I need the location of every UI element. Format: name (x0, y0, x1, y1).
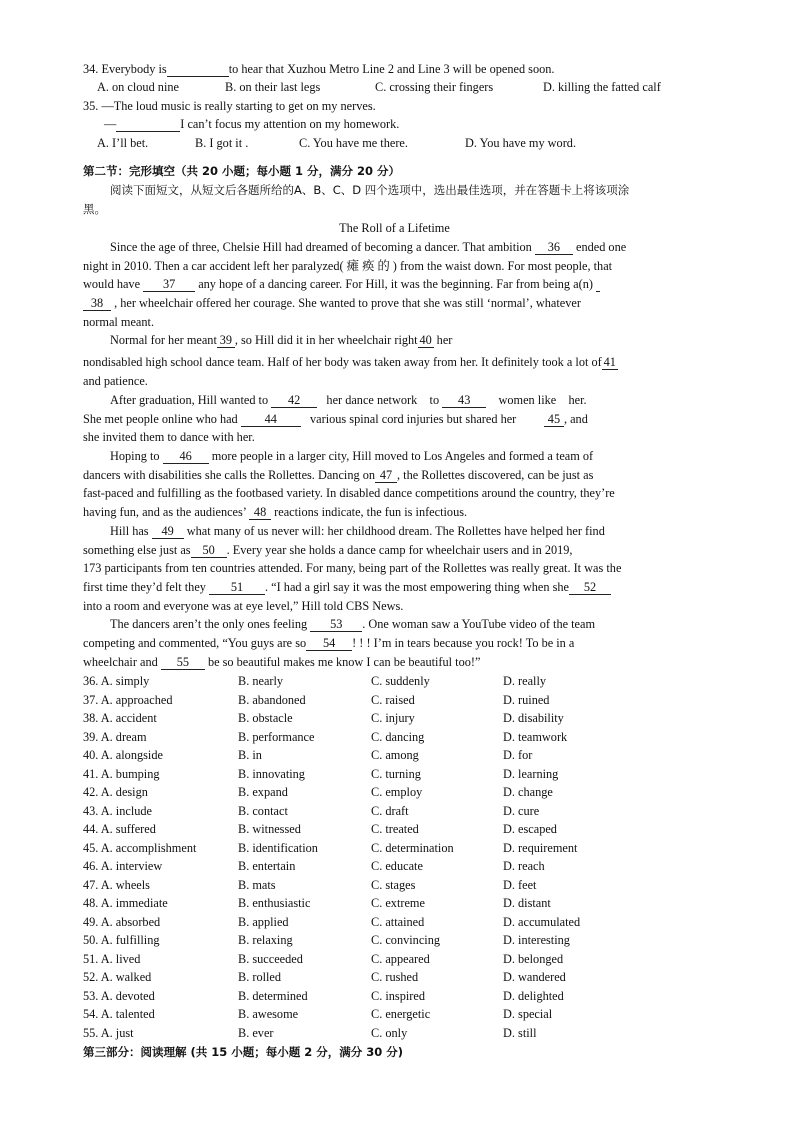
blank-39: 39 (217, 334, 235, 348)
p5-line4 (83, 580, 611, 595)
question-35-reply (104, 117, 399, 132)
p2-line1 (110, 333, 452, 348)
q35-blank (116, 118, 180, 132)
blank-38: 38 (83, 297, 111, 311)
p4-text: dancers with disabilities she calls the Rollettes. Dancing on (83, 468, 375, 482)
choice-option-d: D. cure (503, 803, 540, 818)
blank-55: 55 (161, 656, 205, 670)
p4-text: more people in a larger city, Hill moved to Los Angeles and formed a team of (211, 449, 594, 463)
choice-option-a: 42. A. design (83, 785, 148, 799)
choice-option-a: 43. A. include (83, 803, 152, 818)
choice-option-d: D. change (503, 785, 553, 799)
q34-option-a: A. on cloud nine (97, 80, 179, 94)
choice-option-c: C. extreme (371, 896, 425, 910)
choice-option-d: D. disability (503, 711, 564, 725)
choice-option-c: C. inspired (371, 988, 425, 1003)
q34-option-b: B. on their last legs (225, 80, 321, 94)
p1-text: , her wheelchair offered her courage. She wanted to prove that she was still ‘normal’, whatever (114, 296, 581, 310)
choice-option-a: 49. A. absorbed (83, 914, 161, 929)
p2-text: Normal for her meant (110, 333, 217, 347)
choice-option-d: D. interesting (503, 933, 570, 947)
p1-line3 (83, 277, 600, 292)
q34-stem-start: 34. Everybody is (83, 62, 167, 76)
choice-option-b: B. expand (238, 785, 288, 799)
choice-option-b: B. nearly (238, 674, 284, 688)
section-2-title: 第二节：完形填空（共 20 小题；每小题 1 分，满分 20 分） (83, 164, 401, 178)
choice-option-a: 55. A. just (83, 1025, 134, 1040)
blank-46: 46 (163, 450, 209, 464)
choice-option-d: D. ruined (503, 692, 550, 707)
p1-text: ended one (575, 240, 627, 254)
choice-option-c: C. treated (371, 822, 419, 836)
p4-text: , the Rollettes discovered, can be just as (397, 468, 594, 482)
p5-text: . Every year she holds a dance camp for wheelchair users and in 2019, (226, 543, 573, 557)
blank-52: 52 (569, 581, 611, 595)
choice-option-d: D. accumulated (503, 914, 581, 929)
blank-42: 42 (271, 394, 317, 408)
p4-text: Hoping to (110, 449, 160, 463)
q34-blank (167, 63, 229, 77)
choice-option-c: C. convincing (371, 933, 440, 947)
choice-option-d: D. feet (503, 877, 537, 892)
p6-text: be so beautiful makes me know I can be beautiful too!” (207, 655, 481, 669)
choice-option-c: C. raised (371, 692, 415, 707)
choice-option-d: D. delighted (503, 988, 564, 1003)
p4-line4 (83, 505, 467, 520)
p2-text: nondisabled high school dance team. Half of her body was taken away from her. It definitely took a lot of (83, 355, 602, 369)
choice-option-c: C. employ (371, 785, 423, 799)
p4-line2 (83, 468, 593, 483)
choice-option-d: D. distant (503, 896, 551, 910)
p6-line2 (83, 636, 574, 651)
blank-36: 36 (535, 241, 573, 255)
q34-option-d: D. killing the fatted calf (543, 80, 661, 94)
choice-option-c: C. only (371, 1025, 408, 1040)
p3-text: women like (498, 393, 557, 407)
choice-option-a: 48. A. immediate (83, 896, 168, 910)
p5-line1 (110, 524, 605, 539)
p6-text: competing and commented, “You guys are so (83, 636, 307, 650)
p5-text: something else just as (83, 543, 191, 557)
choice-option-b: B. identification (238, 840, 318, 855)
p5-text: . “I had a girl say it was the most empowering thing when she (265, 580, 569, 594)
choice-option-a: 50. A. fulfilling (83, 933, 160, 947)
choice-option-a: 36. A. simply (83, 674, 150, 688)
choice-option-c: C. appeared (371, 951, 430, 966)
choice-option-a: 52. A. walked (83, 970, 152, 984)
choice-option-b: B. witnessed (238, 822, 301, 836)
question-35-stem: 35. —The loud music is really starting to get on my nerves. (83, 99, 376, 113)
p2-text: her (436, 333, 453, 347)
p2-text: , so Hill did it in her wheelchair right (234, 333, 418, 347)
blank-41: 41 (603, 355, 616, 369)
choice-option-a: 44. A. suffered (83, 822, 156, 836)
p6-text: . One woman saw a YouTube video of the team (362, 617, 596, 631)
p3-text: to (429, 393, 440, 407)
blank-47: 47 (375, 469, 397, 483)
choice-option-c: C. energetic (371, 1007, 431, 1021)
p5-line5: into a room and everyone was at eye level,” Hill told CBS News. (83, 599, 404, 613)
choice-option-d: D. escaped (503, 822, 557, 836)
choice-option-c: C. stages (371, 877, 416, 892)
blank-53: 53 (310, 618, 362, 632)
choice-option-a: 53. A. devoted (83, 988, 155, 1003)
choice-option-c: C. rushed (371, 970, 419, 984)
choice-option-b: B. awesome (238, 1007, 299, 1021)
choice-option-d: D. teamwork (503, 729, 568, 744)
p4-text: having fun, and as the audiences’ (83, 505, 246, 519)
blank-48: 48 (249, 506, 271, 520)
choice-option-c: C. educate (371, 859, 423, 873)
p4-line3: fast-paced and fulfilling as the footbased variety. In disabled dance competitions around the country, they’re (83, 486, 615, 500)
choice-option-b: B. in (238, 748, 262, 762)
question-34-stem (83, 62, 554, 77)
p6-line3 (83, 655, 480, 670)
q34-option-c: C. crossing their fingers (375, 80, 494, 94)
choice-option-b: B. abandoned (238, 692, 306, 707)
choice-option-d: D. wandered (503, 970, 566, 984)
choice-option-d: D. learning (503, 766, 559, 781)
choice-option-b: B. succeeded (238, 951, 303, 966)
choice-option-a: 41. A. bumping (83, 766, 160, 781)
blank-40: 40 (419, 333, 432, 347)
choice-option-b: B. obstacle (238, 711, 293, 725)
choice-option-b: B. determined (238, 988, 308, 1003)
p3-line1 (110, 393, 587, 408)
section-2-instruction-line2: 黑。 (83, 202, 106, 216)
choice-option-a: 46. A. interview (83, 859, 163, 873)
choice-option-b: B. contact (238, 803, 288, 818)
blank-tail (596, 278, 600, 292)
choice-option-d: D. special (503, 1007, 553, 1021)
choice-option-d: D. still (503, 1025, 537, 1040)
section-3-title: 第三部分：阅读理解 (共 15 小题；每小题 2 分，满分 30 分) (83, 1045, 404, 1059)
p3-text: After graduation, Hill wanted to (110, 393, 269, 407)
p4-line1 (110, 449, 593, 464)
choice-option-a: 40. A. alongside (83, 748, 163, 762)
p1-line5: normal meant. (83, 315, 155, 329)
blank-49: 49 (152, 525, 184, 539)
p1-text: any hope of a dancing career. For Hill, it was the beginning. Far from being a(n) (198, 277, 593, 291)
choice-option-b: B. performance (238, 729, 315, 744)
q35-option-b: B. I got it . (195, 136, 249, 150)
q35-option-c: C. You have me there. (299, 136, 408, 150)
p6-text: ! ! ! I’m in tears because you rock! To be in a (352, 636, 575, 650)
blank-44: 44 (241, 413, 301, 427)
section-2-instruction-line1: 阅读下面短文，从短文后各题所给的A、B、C、D 四个选项中，选出最佳选项，并在答题卡上将该项涂 (110, 183, 630, 197)
blank-43: 43 (442, 394, 486, 408)
p2-line2 (83, 355, 618, 370)
choice-option-a: 37. A. approached (83, 692, 173, 707)
q35-dash: — (104, 117, 117, 131)
p6-text: wheelchair and (83, 655, 158, 669)
choice-option-c: C. determination (371, 840, 454, 855)
blank-45: 45 (544, 413, 564, 427)
blank-51: 51 (209, 581, 265, 595)
choice-option-b: B. relaxing (238, 933, 293, 947)
p3-text: , and (563, 412, 588, 426)
blank-54: 54 (306, 637, 352, 651)
p5-text: first time they’d felt they (83, 580, 206, 594)
choice-option-a: 51. A. lived (83, 951, 141, 966)
choice-option-b: B. innovating (238, 766, 305, 781)
p3-line3: she invited them to dance with her. (83, 430, 255, 444)
choice-option-c: C. turning (371, 766, 421, 781)
p1-line1 (110, 240, 626, 255)
choice-option-c: C. injury (371, 711, 415, 725)
p3-text: She met people online who had (83, 412, 238, 426)
choice-option-d: D. for (503, 748, 533, 762)
p6-line1 (110, 617, 595, 632)
choice-option-b: B. rolled (238, 970, 282, 984)
choice-option-a: 45. A. accomplishment (83, 840, 197, 855)
p1-line4 (83, 296, 581, 311)
p5-line3: 173 participants from ten countries attended. For many, being part of the Rollettes was really great. It was the (83, 561, 622, 575)
p5-line2 (83, 543, 573, 558)
choice-option-b: B. mats (238, 877, 276, 892)
choice-option-d: D. reach (503, 859, 545, 873)
choice-option-c: C. suddenly (371, 674, 430, 688)
choice-option-c: C. attained (371, 914, 425, 929)
p1-text: Since the age of three, Chelsie Hill had dreamed of becoming a dancer. That ambition (110, 240, 532, 254)
p6-text: The dancers aren’t the only ones feeling (110, 617, 308, 631)
p3-text: her. (568, 393, 587, 407)
passage-title: The Roll of a Lifetime (339, 221, 450, 235)
choice-option-a: 38. A. accident (83, 711, 157, 725)
choice-option-c: C. dancing (371, 729, 425, 744)
q35-reply-text: I can’t focus my attention on my homework. (180, 117, 400, 131)
p1-line2: night in 2010. Then a car accident left her paralyzed( 瘫 痪 的 ) from the waist down. For most people, that (83, 259, 613, 273)
p3-text: various spinal cord injuries but shared her (310, 412, 517, 426)
choice-option-d: D. belonged (503, 951, 564, 966)
choice-option-a: 54. A. talented (83, 1007, 155, 1021)
choice-option-c: C. among (371, 748, 419, 762)
blank-50: 50 (191, 544, 227, 558)
choice-option-d: D. requirement (503, 840, 578, 855)
choice-option-b: B. entertain (238, 859, 296, 873)
q34-stem-end: to hear that Xuzhou Metro Line 2 and Line 3 will be opened soon. (228, 62, 555, 76)
choice-option-a: 47. A. wheels (83, 877, 150, 892)
blank-37: 37 (143, 278, 195, 292)
p5-text: Hill has (110, 524, 149, 538)
q35-option-a: A. I’ll bet. (97, 136, 149, 150)
choice-option-d: D. really (503, 674, 547, 688)
p1-text: would have (83, 277, 141, 291)
p3-line2 (83, 412, 588, 427)
p5-text: what many of us never will: her childhood dream. The Rollettes have helped her find (186, 524, 605, 538)
choice-option-b: B. enthusiastic (238, 896, 311, 910)
p4-text: reactions indicate, the fun is infectious. (274, 505, 468, 519)
choice-option-c: C. draft (371, 803, 409, 818)
p3-text: her dance network (326, 393, 418, 407)
p2-line3: and patience. (83, 374, 148, 388)
choice-option-a: 39. A. dream (83, 729, 147, 744)
choice-option-b: B. applied (238, 914, 289, 929)
q35-option-d: D. You have my word. (465, 136, 577, 150)
choice-option-b: B. ever (238, 1025, 274, 1040)
